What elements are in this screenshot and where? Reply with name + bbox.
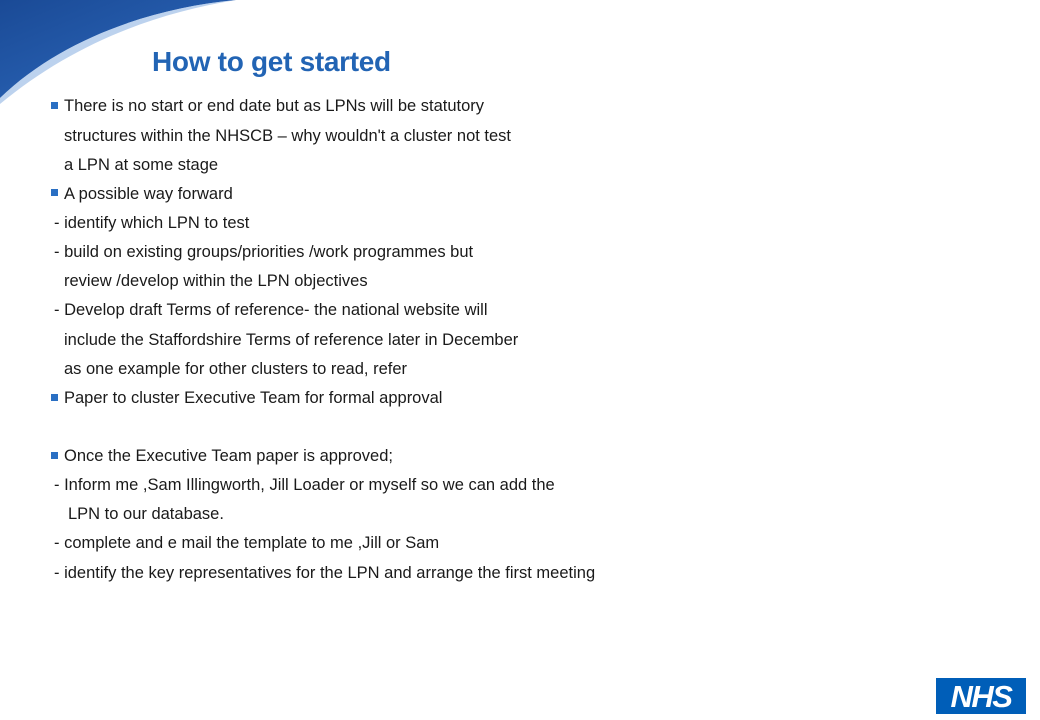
nhs-logo-text: NHS (950, 678, 1012, 714)
bullet-marker (51, 102, 58, 109)
body-line: Once the Executive Team paper is approved; (64, 447, 393, 465)
body-line: A possible way forward (64, 185, 233, 203)
bullet-marker (51, 394, 58, 401)
body-line: include the Staffordshire Terms of reference later in December (64, 331, 519, 349)
body-line: - Develop draft Terms of reference- the national website will (54, 301, 488, 319)
body-line: - complete and e mail the template to me ,Jill or Sam (54, 534, 440, 552)
bullet-marker (51, 452, 58, 459)
body-line: LPN to our database. (68, 505, 224, 523)
body-line: a LPN at some stage (64, 156, 219, 174)
body-line: - build on existing groups/priorities /work programmes but (54, 243, 474, 261)
body-line: review /develop within the LPN objectives (64, 272, 368, 290)
body-line: - identify which LPN to test (54, 214, 250, 232)
body-line: - identify the key representatives for the LPN and arrange the first meeting (54, 564, 596, 582)
body-line: structures within the NHSCB – why wouldn't a cluster not test (64, 127, 512, 145)
body-line: Paper to cluster Executive Team for formal approval (64, 389, 443, 407)
bullet-marker (51, 189, 58, 196)
slide-title: How to get started (152, 46, 391, 77)
body-line: - Inform me ,Sam Illingworth, Jill Loader or myself so we can add the (54, 476, 555, 494)
body-line: as one example for other clusters to read, refer (64, 360, 408, 378)
nhs-logo (936, 678, 1026, 714)
body-line: There is no start or end date but as LPNs will be statutory (64, 97, 485, 115)
